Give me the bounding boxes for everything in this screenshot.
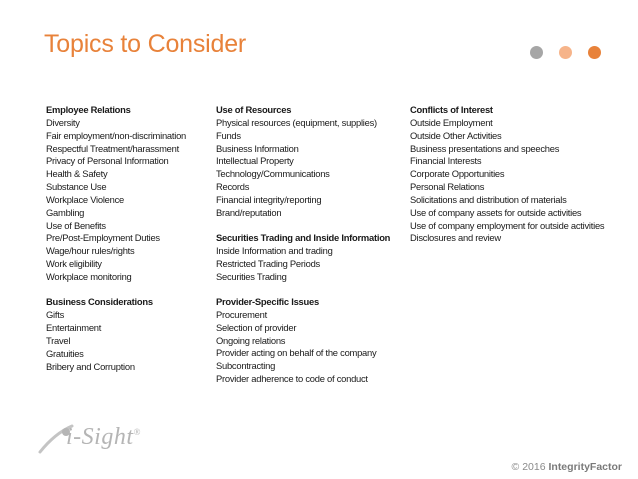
topic-item: Ongoing relations bbox=[216, 334, 286, 346]
topic-item: Entertainment bbox=[46, 322, 102, 333]
section-title: Use of Resources bbox=[216, 104, 292, 115]
topic-item: Brand/reputation bbox=[216, 206, 282, 218]
topic-item: Disclosures and review bbox=[410, 232, 501, 244]
orange-dot-icon bbox=[588, 46, 601, 59]
column-2 bbox=[216, 104, 406, 398]
topic-item: Gambling bbox=[46, 206, 85, 218]
logo-text: i-Sight® bbox=[66, 424, 141, 450]
topic-item: Pre/Post-Employment Duties bbox=[46, 232, 160, 244]
topic-item: Personal Relations bbox=[410, 181, 485, 193]
light-orange-dot-icon bbox=[559, 46, 572, 59]
topic-item: Privacy of Personal Information bbox=[46, 155, 169, 167]
decorative-dots bbox=[530, 46, 601, 59]
topic-item: Intellectual Property bbox=[216, 155, 294, 167]
topic-item: Respectful Treatment/harassment bbox=[46, 142, 179, 154]
topic-section bbox=[216, 232, 406, 283]
topic-item: Gratuities bbox=[46, 347, 84, 359]
topic-item: Funds bbox=[216, 129, 241, 141]
column-3 bbox=[410, 104, 610, 258]
topic-item: Gifts bbox=[46, 309, 65, 321]
topic-section bbox=[216, 104, 406, 220]
topic-item: Outside Other Activities bbox=[410, 129, 502, 141]
topic-section bbox=[410, 104, 610, 245]
topic-item: Records bbox=[216, 181, 250, 193]
topic-item: Provider adherence to code of conduct bbox=[216, 373, 368, 385]
topic-item: Substance Use bbox=[46, 181, 107, 193]
page-title: Topics to Consider bbox=[44, 30, 247, 58]
topic-section bbox=[216, 296, 406, 386]
topic-item: Technology/Communications bbox=[216, 168, 330, 180]
topic-item: Work eligibility bbox=[46, 258, 102, 270]
topic-item: Diversity bbox=[46, 116, 80, 128]
topic-item: Selection of provider bbox=[216, 321, 297, 333]
topic-item: Physical resources (equipment, supplies) bbox=[216, 116, 377, 128]
topic-item: Solicitations and distribution of materials bbox=[410, 193, 567, 205]
topic-item: Wage/hour rules/rights bbox=[46, 245, 135, 257]
topic-item: Health & Safety bbox=[46, 168, 108, 180]
section-title: Employee Relations bbox=[46, 104, 131, 115]
topic-item: Use of Benefits bbox=[46, 219, 106, 231]
section-title: Conflicts of Interest bbox=[410, 104, 493, 115]
gray-dot-icon bbox=[530, 46, 543, 59]
topic-section bbox=[46, 104, 211, 284]
section-title: Provider-Specific Issues bbox=[216, 295, 319, 307]
topic-item: Bribery and Corruption bbox=[46, 360, 135, 372]
section-title: Securities Trading and Inside Information bbox=[216, 232, 391, 244]
topic-item: Financial integrity/reporting bbox=[216, 193, 322, 205]
topic-item: Inside Information and trading bbox=[216, 244, 333, 256]
topic-item: Outside Employment bbox=[410, 116, 493, 128]
topic-item: Restricted Trading Periods bbox=[216, 257, 320, 269]
topic-item: Business presentations and speeches bbox=[410, 142, 560, 154]
topic-item: Use of company assets for outside activities bbox=[410, 206, 582, 218]
topic-item: Financial Interests bbox=[410, 155, 482, 167]
section-title: Business Considerations bbox=[46, 296, 153, 308]
column-1 bbox=[46, 104, 211, 386]
topic-item: Fair employment/non-discrimination bbox=[46, 129, 186, 141]
topic-item: Use of company employment for outside activities bbox=[410, 219, 605, 231]
topic-item: Provider acting on behalf of the company bbox=[216, 347, 377, 359]
topic-item: Workplace monitoring bbox=[46, 270, 132, 282]
topic-item: Travel bbox=[46, 334, 71, 346]
topic-section bbox=[46, 296, 211, 373]
topic-item: Corporate Opportunities bbox=[410, 168, 505, 180]
topic-item: Business Information bbox=[216, 142, 299, 154]
i-sight-logo bbox=[36, 418, 166, 458]
copyright-footer: © 2016 IntegrityFactor bbox=[511, 461, 622, 473]
topic-item: Procurement bbox=[216, 308, 267, 320]
topic-item: Subcontracting bbox=[216, 360, 276, 372]
topic-item: Workplace Violence bbox=[46, 193, 125, 205]
topic-item: Securities Trading bbox=[216, 270, 287, 282]
